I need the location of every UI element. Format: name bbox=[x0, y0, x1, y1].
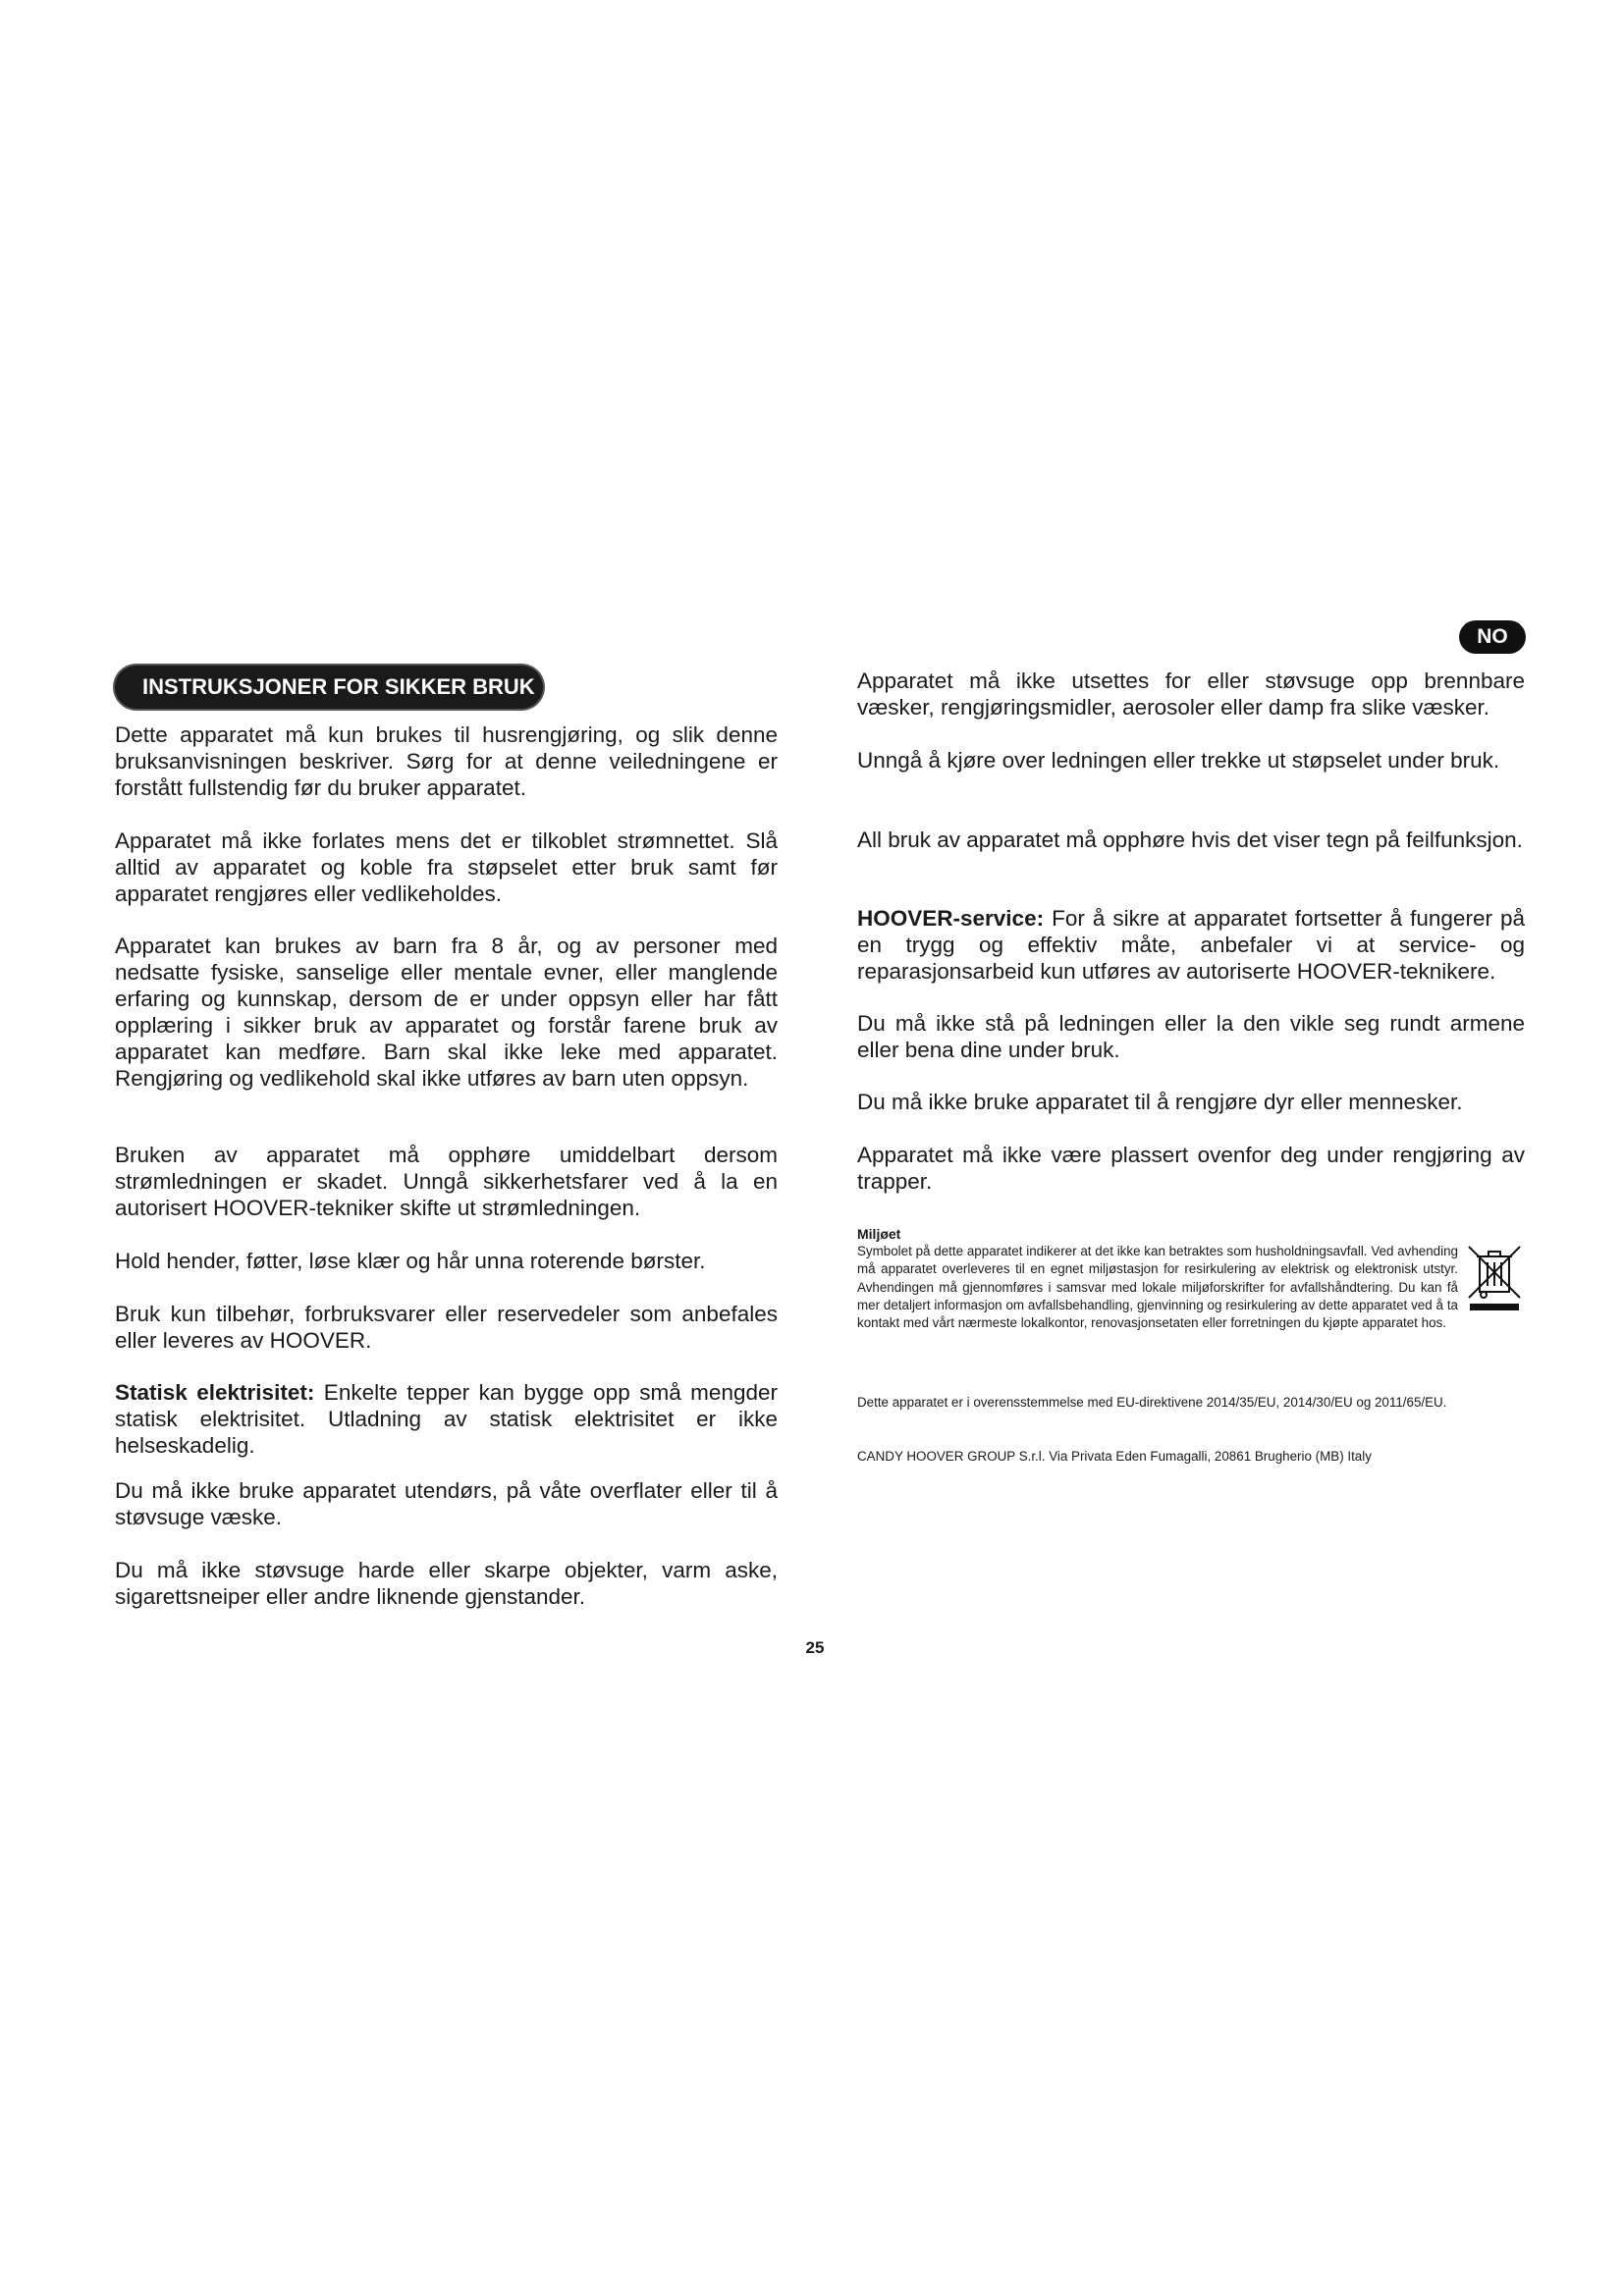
environment-title: Miljøet bbox=[857, 1226, 901, 1242]
compliance-text: Dette apparatet er i overensstemmelse med EU-direktivene 2014/35/EU, 2014/30/EU og 2011/65/EU. bbox=[857, 1395, 1447, 1410]
left-paragraph-4: Bruken av apparatet må opphøre umiddelbart dersom strømledningen er skadet. Unngå sikkerhetsfarer ved å la en autorisert HOOVER-tekniker skifte ut strømledningen. bbox=[115, 1143, 778, 1220]
hoover-service-text: For å sikre at apparatet fortsetter å fungerer på en trygg og effektiv måte, anbefaler vi at service- og reparasjonsarbeid kun utføres av autoriserte HOOVER-teknikere. bbox=[857, 906, 1525, 984]
left-paragraph-1: Dette apparatet må kun brukes til husrengjøring, og slik denne bruksanvisningen beskriver. Sørg for at denne veiledningene er forstått fullstendig før du bruker apparatet. bbox=[115, 722, 778, 800]
right-paragraph-2: Unngå å kjøre over ledningen eller trekke ut støpselet under bruk. bbox=[857, 748, 1500, 773]
hoover-service-label: HOOVER-service: bbox=[857, 906, 1045, 931]
left-paragraph-2: Apparatet må ikke forlates mens det er tilkoblet strømnettet. Slå alltid av apparatet og koble fra støpselet etter bruk samt før apparatet rengjøres eller vedlikeholdes. bbox=[115, 828, 778, 906]
left-paragraph-7 bbox=[115, 1379, 778, 1459]
section-heading: INSTRUKSJONER FOR SIKKER BRUK bbox=[115, 666, 543, 709]
right-paragraph-1: Apparatet må ikke utsettes for eller støvsuge opp brennbare væsker, rengjøringsmidler, aerosoler eller damp fra slike væsker. bbox=[857, 668, 1525, 720]
left-paragraph-6: Bruk kun tilbehør, forbruksvarer eller reservedeler som anbefales eller leveres av HOOVER. bbox=[115, 1302, 778, 1353]
static-electricity-label: Statisk elektrisitet: bbox=[115, 1380, 315, 1405]
right-paragraph-3: All bruk av apparatet må opphøre hvis det viser tegn på feilfunksjon. bbox=[857, 828, 1523, 852]
manufacturer-address: CANDY HOOVER GROUP S.r.l. Via Privata Eden Fumagalli, 20861 Brugherio (MB) Italy bbox=[857, 1449, 1372, 1464]
static-electricity-text: Enkelte tepper kan bygge opp små mengder statisk elektrisitet. Utladning av statisk elektrisitet er ikke helseskadelig. bbox=[115, 1380, 778, 1458]
page-number: 25 bbox=[805, 1638, 825, 1657]
environment-section bbox=[857, 1225, 1525, 1332]
environment-text: Symbolet på dette apparatet indikerer at det ikke kan betraktes som husholdningsavfall. Ved avhending må apparatet overleveres til en egnet miljøstasjon for resirkulering av elektrisk og elektronisk utstyr. Avhendingen må gjennomføres i samsvar med lokale miljøforskrifter for avfallshåndtering. Du kan få mer detaljert informasjon om avfallsbehandling, gjenvinning og resirkulering av dette apparatet ved å ta kontakt med vårt nærmeste lokalkontor, renovasjonsetaten eller forretningen du kjøpte apparatet hos. bbox=[857, 1244, 1458, 1331]
left-paragraph-8: Du må ikke bruke apparatet utendørs, på våte overflater eller til å støvsuge væske. bbox=[115, 1478, 778, 1529]
left-paragraph-3: Apparatet kan brukes av barn fra 8 år, og av personer med nedsatte fysiske, sanselige eller mentale evner, eller manglende erfaring og kunnskap, dersom de er under oppsyn eller har fått opplæring i sikker bruk av apparatet og forstår farene bruk av apparatet kan medføre. Barn skal ikke leke med apparatet. Rengjøring og vedlikehold skal ikke utføres av barn uten oppsyn. bbox=[115, 934, 778, 1091]
left-paragraph-9: Du må ikke støvsuge harde eller skarpe objekter, varm aske, sigarettsneiper eller andre liknende gjenstander. bbox=[115, 1558, 778, 1609]
right-paragraph-7: Apparatet må ikke være plassert ovenfor deg under rengjøring av trapper. bbox=[857, 1143, 1525, 1194]
language-badge: NO bbox=[1459, 620, 1526, 654]
right-paragraph-6: Du må ikke bruke apparatet til å rengjøre dyr eller mennesker. bbox=[857, 1090, 1463, 1114]
right-paragraph-4 bbox=[857, 905, 1525, 985]
right-paragraph-5: Du må ikke stå på ledningen eller la den vikle seg rundt armene eller bena dine under bruk. bbox=[857, 1011, 1525, 1062]
left-paragraph-5: Hold hender, føtter, løse klær og hår unna roterende børster. bbox=[115, 1249, 706, 1273]
weee-crossed-bin-icon bbox=[1466, 1243, 1523, 1311]
